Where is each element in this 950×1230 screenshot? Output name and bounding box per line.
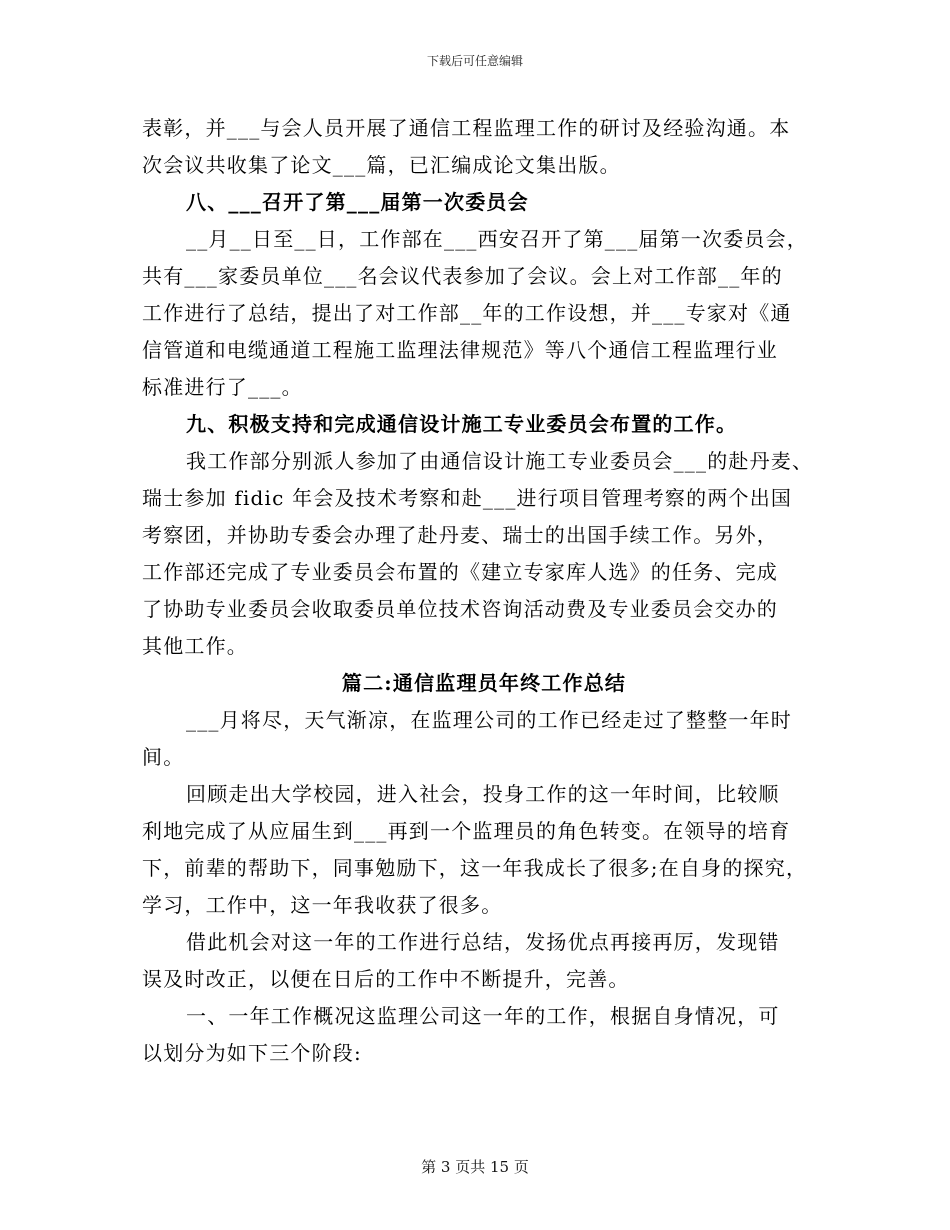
text-line: 考察团，并协助专委会办理了赴丹麦、瑞士的出国手续工作。另外， xyxy=(142,523,778,547)
paragraph-review xyxy=(142,776,822,924)
text-line: 标准进行了___。 xyxy=(142,375,303,399)
heading-text: 八、___召开了第___届第一次委员会 xyxy=(186,190,529,214)
text-line: 一、一年工作概况这监理公司这一年的工作，根据自身情况，可 xyxy=(186,1004,780,1028)
heading-text: 九、积极支持和完成通信设计施工专业委员会布置的工作。 xyxy=(186,412,738,436)
text-line: 表彰，并___与会人员开展了通信工程监理工作的研讨及经验沟通。本 xyxy=(142,116,791,140)
text-line: 间。 xyxy=(142,745,185,769)
page-header: 下载后可任意编辑 xyxy=(426,54,523,68)
text-line: 学习，工作中，这一年我收获了很多。 xyxy=(142,893,503,917)
paragraph-intro xyxy=(142,702,822,776)
paragraph-committee-meeting xyxy=(142,221,822,406)
text-line: 利地完成了从应届生到___再到一个监理员的角色转变。在领导的培育 xyxy=(142,819,791,843)
text-line: 瑞士参加 fidic 年会及技术考察和赴___进行项目管理考察的两个出国 xyxy=(142,486,793,510)
article-title xyxy=(142,665,822,702)
section-heading-9 xyxy=(142,406,822,443)
paragraph-support-work xyxy=(142,443,822,665)
text-line: 其他工作。 xyxy=(142,634,248,658)
paragraph-overview xyxy=(142,998,822,1072)
text-line: 工作部还完成了专业委员会布置的《建立专家库人选》的任务、完成 xyxy=(142,560,778,584)
paragraph-summary xyxy=(142,924,822,998)
text-line: 误及时改正，以便在日后的工作中不断提升，完善。 xyxy=(142,967,630,991)
text-line: 以划分为如下三个阶段: xyxy=(142,1041,362,1065)
page-footer: 第 3 页共 15 页 xyxy=(421,1158,529,1176)
text-line: 共有___家委员单位___名会议代表参加了会议。会上对工作部__年的 xyxy=(142,264,783,288)
section-heading-8 xyxy=(142,184,822,221)
text-line: 工作进行了总结，提出了对工作部__年的工作设想，并___专家对《通 xyxy=(142,301,792,325)
text-line: ___月将尽，天气渐凉，在监理公司的工作已经走过了整整一年时 xyxy=(186,708,792,732)
text-line: 我工作部分别派人参加了由通信设计施工专业委员会___的赴丹麦、 xyxy=(186,449,814,473)
text-line: 次会议共收集了论文___篇，已汇编成论文集出版。 xyxy=(142,153,621,177)
text-line: 回顾走出大学校园，进入社会，投身工作的这一年时间，比较顺 xyxy=(186,782,780,806)
text-line: 信管道和电缆通道工程施工监理法律规范》等八个通信工程监理行业 xyxy=(142,338,778,362)
text-line: 了协助专业委员会收取委员单位技术咨询活动费及专业委员会交办的 xyxy=(142,597,778,621)
text-line: 下，前辈的帮助下，同事勉励下，这一年我成长了很多;在自身的探究， xyxy=(142,856,808,880)
paragraph-continued xyxy=(142,110,822,184)
title-text: 篇二:通信监理员年终工作总结 xyxy=(341,671,627,695)
text-line: 借此机会对这一年的工作进行总结，发扬优点再接再厉，发现错 xyxy=(186,930,780,954)
text-line: __月__日至__日，工作部在___西安召开了第___届第一次委员会， xyxy=(186,227,808,251)
document-body xyxy=(142,110,822,1072)
